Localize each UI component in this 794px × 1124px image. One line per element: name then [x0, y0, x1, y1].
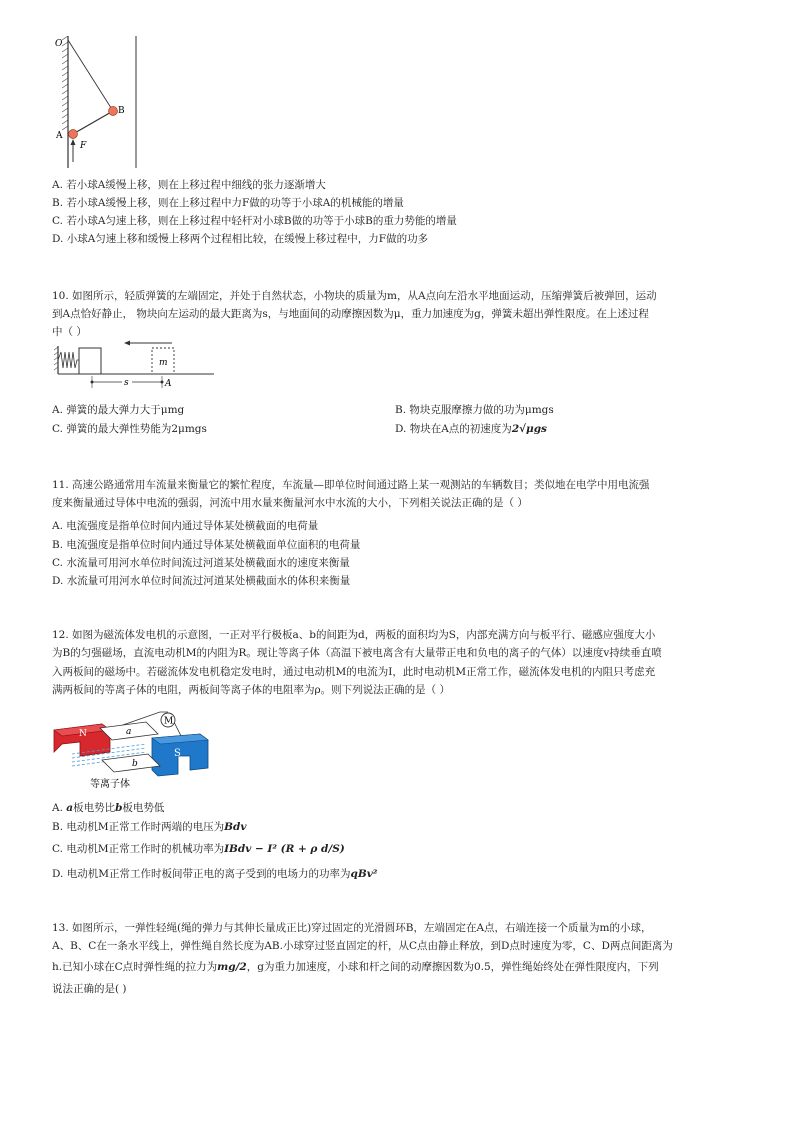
q9-wall-hatching [62, 36, 68, 130]
q10-option-d-prefix: D. 物块在A点的初速度为 [395, 423, 512, 435]
q12-option-c-prefix: C. 电动机M正常工作时的机械功率为 [52, 843, 225, 855]
q11-option-c: C. 水流量可用河水单位时间流过河道某处横截面水的速度来衡量 [52, 557, 350, 569]
q12-option-b [52, 820, 246, 834]
q12-stem-line4: 满两板间的等离子体的电阻，两板间等离子体的电阻率为ρ。则下列说法正确的是（ ） [52, 684, 451, 696]
q12-option-c-math: IBdv − I² (R + ρ d/S) [224, 843, 345, 855]
q13-stem-line3-prefix: h.已知小球在C点时弹性绳的拉力为 [52, 961, 218, 973]
q10-option-c: C. 弹簧的最大弹性势能为2μmgs [52, 423, 207, 435]
q12-label-a: a [126, 727, 132, 737]
q13-stem-line4: 说法正确的是( ) [52, 983, 127, 995]
q9-label-b: B [118, 106, 125, 116]
q10-figure [52, 340, 217, 392]
q12-label-n: N [79, 729, 87, 739]
q9-rod [73, 111, 113, 134]
q10-stem-line2: 到A点恰好静止， 物块向左运动的最大距离为s，与地面间的动摩擦因数为μ，重力加速度为g，弹簧未超出弹性限度。在上述过程 [52, 308, 649, 320]
q10-label-s: s [124, 378, 129, 388]
q12-plate-b [102, 754, 160, 772]
q12-figure [50, 708, 215, 793]
q9-label-a: A [56, 131, 63, 141]
q10-option-b: B. 物块克服摩擦力做的功为μmgs [395, 404, 554, 416]
q9-label-o: O [55, 39, 63, 49]
q12-option-a-prefix: A. [52, 802, 67, 814]
q11-stem-line1: 11. 高速公路通常用车流量来衡量它的繁忙程度，车流量—即单位时间通过路上某一观测站的车辆数目；类似地在电学中用电流强 [52, 479, 650, 491]
q10-block-compressed [79, 348, 101, 374]
q9-thread [68, 40, 113, 111]
q12-option-b-math: Bdv [224, 821, 247, 833]
q12-option-a-mid: 板电势比 [73, 802, 116, 814]
q11-stem-line2: 度来衡量通过导体中电流的强弱，河流中用水量来衡量河水中水流的大小，下列相关说法正确的是（ ） [52, 497, 528, 509]
q10-option-a: A. 弹簧的最大弹力大于μmg [52, 404, 185, 416]
q10-label-m: m [159, 358, 168, 368]
q9-label-f: F [80, 141, 87, 151]
q12-label-m: M [164, 716, 174, 727]
q10-stem-line1: 10. 如图所示，轻质弹簧的左端固定，并处于自然状态，小物块的质量为m，从A点向左沿水平地面运动，压缩弹簧后被弹回，运动 [52, 290, 657, 302]
q10-option-d [395, 422, 547, 436]
q9-ball-a [69, 130, 78, 139]
q9-option-d: D. 小球A匀速上移和缓慢上移两个过程相比较，在缓慢上移过程中，力F做的功多 [52, 233, 429, 245]
q13-stem-line1: 13. 如图所示，一弹性轻绳(绳的弹力与其伸长量成正比)穿过固定的光滑圆环B，左端固定在A点，右端连接一个质量为m的小球， [52, 922, 652, 934]
q10-stem-line3: 中（ ） [52, 326, 87, 338]
q12-stem-line1: 12. 如图为磁流体发电机的示意图，一正对平行极板a、b的间距为d，两板的面积均为S，内部充满方向与板平行、磁感应强度大小 [52, 629, 656, 641]
q13-stem-line3-math: mg/2 [217, 961, 247, 973]
q13-stem-line3 [52, 960, 659, 974]
q10-spring [58, 352, 79, 368]
q12-option-d-prefix: D. 电动机M正常工作时板间带正电的离子受到的电场力的功率为 [52, 868, 351, 880]
q9-figure [50, 36, 140, 168]
q10-label-a: A [165, 379, 172, 389]
q10-velocity-arrowhead [124, 341, 130, 346]
q12-option-b-prefix: B. 电动机M正常工作时两端的电压为 [52, 821, 225, 833]
q12-figure-caption: 等离子体 [90, 779, 130, 790]
q9-ball-b [109, 107, 118, 116]
q12-option-a-math1: a [66, 802, 74, 814]
q9-option-b: B. 若小球A缓慢上移，则在上移过程中力F做的功等于小球A的机械能的增量 [52, 197, 404, 209]
q12-option-d-math: qBv² [350, 868, 378, 880]
q12-option-a-suffix: 板电势低 [122, 802, 165, 814]
q13-stem-line2: A、B、C在一条水平线上，弹性绳自然长度为AB.小球穿过竖直固定的杆，从C点由静止释放，到D点时速度为零，C、D两点间距离为 [52, 940, 673, 952]
q12-option-a-math2: b [115, 802, 123, 814]
q10-option-d-math: 2√μgs [511, 423, 547, 435]
q12-option-d [52, 867, 377, 881]
q9-option-a: A. 若小球A缓慢上移，则在上移过程中细线的张力逐渐增大 [52, 179, 326, 191]
q12-label-b: b [132, 759, 138, 769]
q9-option-c: C. 若小球A匀速上移，则在上移过程中轻杆对小球B做的功等于小球B的重力势能的增量 [52, 215, 457, 227]
q12-stem-line3: 入两板间的磁场中。若磁流体发电机稳定发电时，通过电动机M的电流为I，此时电动机M正常工作，磁流体发电机的内阻只考虑充 [52, 666, 656, 678]
q12-stem-line2: 为B的匀强磁场，直流电动机M的内阻为R。现让等离子体（高温下被电离含有大量带正电和负电的离子的气体）以速度v持续垂直喷 [52, 647, 662, 659]
q11-option-a: A. 电流强度是指单位时间内通过导体某处横截面的电荷量 [52, 520, 319, 532]
q11-option-d: D. 水流量可用河水单位时间流过河道某处横截面水的体积来衡量 [52, 575, 351, 587]
q9-force-arrowhead [71, 139, 76, 145]
q11-option-b: B. 电流强度是指单位时间内通过导体某处横截面单位面积的电荷量 [52, 539, 361, 551]
q12-option-a [52, 801, 164, 815]
q13-stem-line3-suffix: ，g为重力加速度，小球和杆之间的动摩擦因数为0.5，弹性绳始终处在弹性限度内，下列 [246, 961, 659, 973]
q12-label-s: S [174, 748, 181, 759]
q12-option-c [52, 842, 345, 856]
